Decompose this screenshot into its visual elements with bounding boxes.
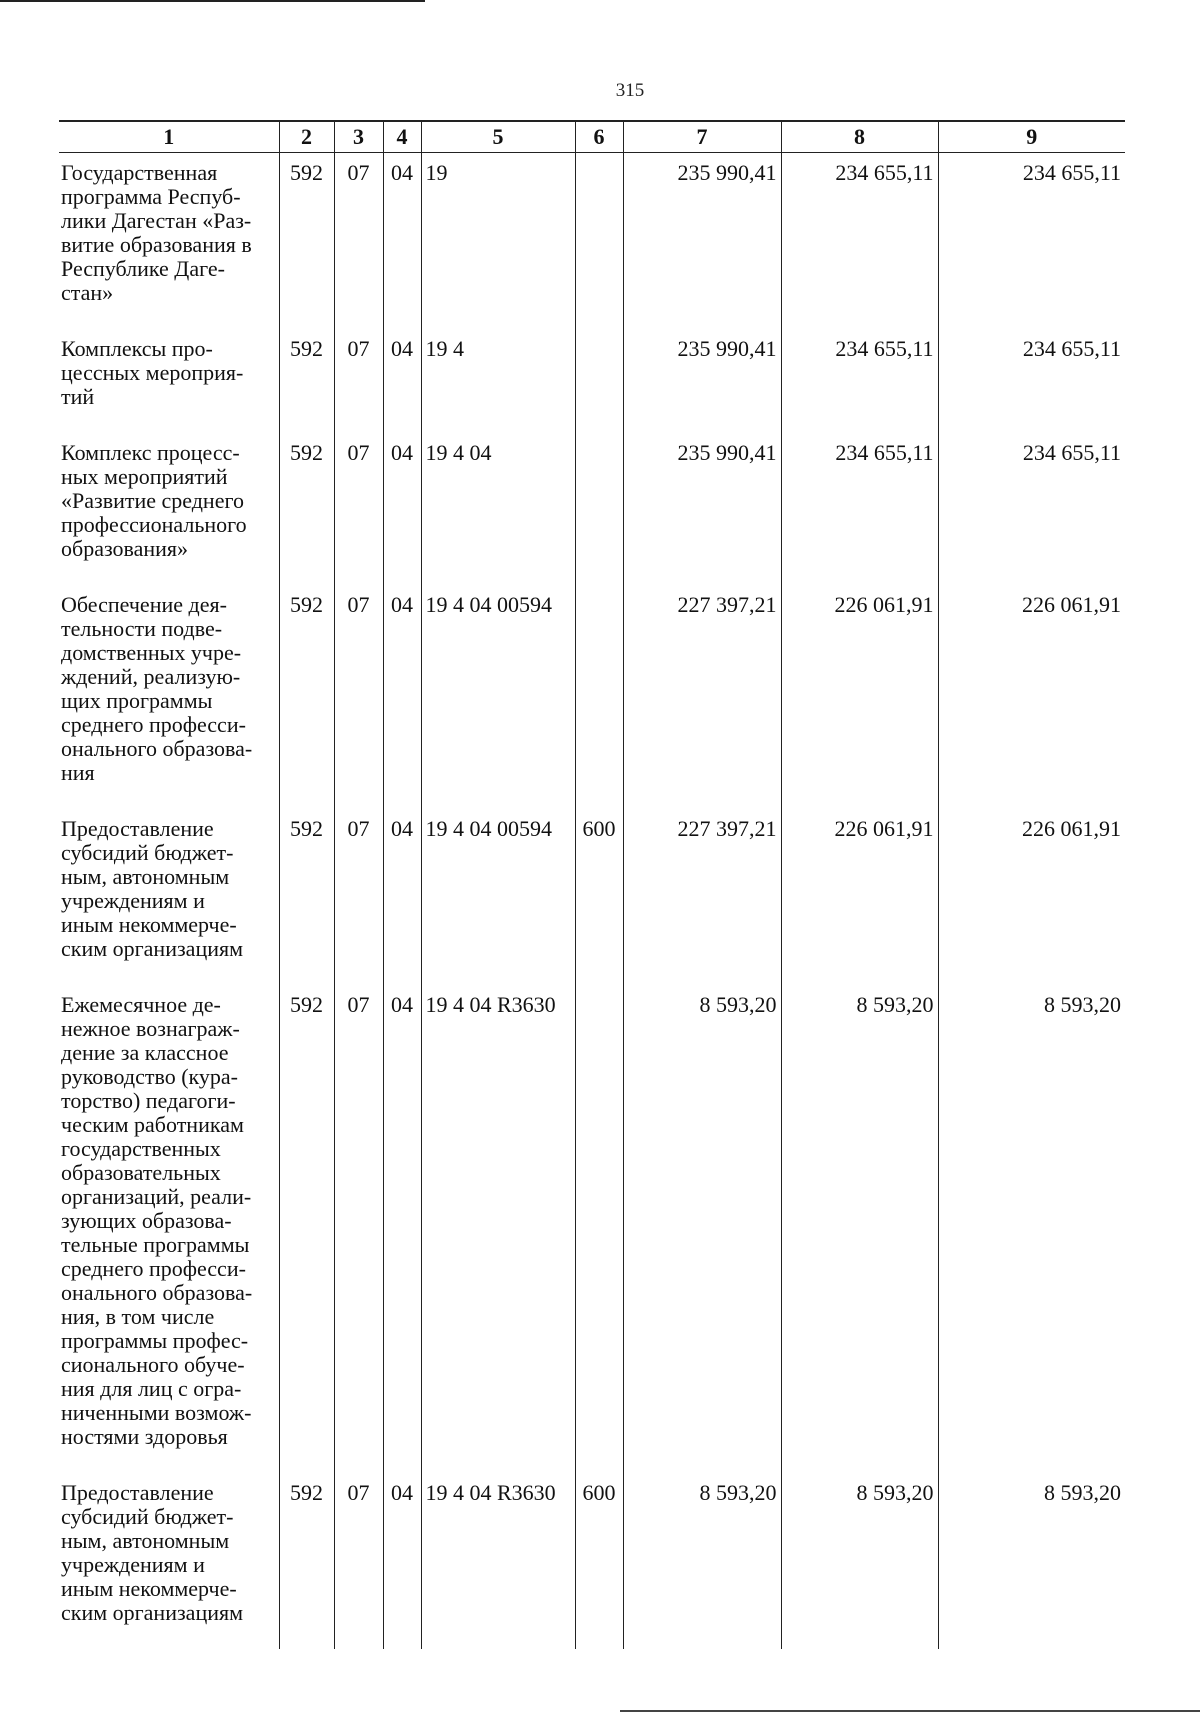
row-name-cell xyxy=(59,585,279,809)
expense-type-cell xyxy=(575,329,623,433)
row-name-cell xyxy=(59,153,279,330)
subsection-cell: 04 xyxy=(383,1473,421,1649)
header-cell: 2 xyxy=(279,121,334,153)
row-name-cell xyxy=(59,985,279,1473)
amount-col9-cell: 8 593,20 xyxy=(938,985,1125,1473)
table-row xyxy=(59,985,1125,1473)
section-cell: 07 xyxy=(334,433,383,585)
amount-col8-cell: 234 655,11 xyxy=(781,153,938,330)
header-cell: 4 xyxy=(383,121,421,153)
header-cell: 6 xyxy=(575,121,623,153)
page-number: 315 xyxy=(615,80,645,101)
header-row xyxy=(59,121,1125,153)
subsection-cell: 04 xyxy=(383,433,421,585)
target-article-cell: 19 4 04 R3630 xyxy=(421,985,575,1473)
expense-type-cell: 600 xyxy=(575,809,623,985)
header-cell: 1 xyxy=(59,121,279,153)
amount-col9-cell: 234 655,11 xyxy=(938,433,1125,585)
amount-col7-cell: 235 990,41 xyxy=(623,153,781,330)
section-cell: 07 xyxy=(334,1473,383,1649)
row-name: Обеспечение дея- тельности подве- домственных учре- ждений, реализую- щих программы среднего професси- онального образова- ния xyxy=(61,592,253,785)
top-rule xyxy=(0,0,425,2)
amount-col9-cell: 8 593,20 xyxy=(938,1473,1125,1649)
amount-col8-cell: 226 061,91 xyxy=(781,809,938,985)
subsection-cell: 04 xyxy=(383,985,421,1473)
row-name-cell xyxy=(59,809,279,985)
subsection-cell: 04 xyxy=(383,809,421,985)
grbs-cell: 592 xyxy=(279,329,334,433)
grbs-cell: 592 xyxy=(279,809,334,985)
target-article-cell: 19 4 04 R3630 xyxy=(421,1473,575,1649)
amount-col7-cell: 235 990,41 xyxy=(623,329,781,433)
amount-col8-cell: 8 593,20 xyxy=(781,985,938,1473)
bottom-rule xyxy=(620,1710,1200,1712)
target-article-cell: 19 4 04 00594 xyxy=(421,809,575,985)
table-row xyxy=(59,585,1125,809)
expense-type-cell xyxy=(575,433,623,585)
amount-col9-cell: 226 061,91 xyxy=(938,585,1125,809)
grbs-cell: 592 xyxy=(279,585,334,809)
grbs-cell: 592 xyxy=(279,433,334,585)
row-name-cell xyxy=(59,1473,279,1649)
expense-type-cell xyxy=(575,585,623,809)
amount-col7-cell: 227 397,21 xyxy=(623,585,781,809)
table-row xyxy=(59,433,1125,585)
section-cell: 07 xyxy=(334,153,383,330)
amount-col9-cell: 234 655,11 xyxy=(938,329,1125,433)
row-name: Комплексы про- цессных мероприя- тий xyxy=(61,336,244,409)
expense-type-cell xyxy=(575,153,623,330)
subsection-cell: 04 xyxy=(383,329,421,433)
section-cell: 07 xyxy=(334,809,383,985)
amount-col9-cell: 234 655,11 xyxy=(938,153,1125,330)
row-name: Государственная программа Респуб- лики Дагестан «Раз- витие образования в Республике Даге- стан» xyxy=(61,160,252,305)
subsection-cell: 04 xyxy=(383,153,421,330)
expense-type-cell xyxy=(575,985,623,1473)
amount-col9-cell: 226 061,91 xyxy=(938,809,1125,985)
header-cell: 9 xyxy=(938,121,1125,153)
grbs-cell: 592 xyxy=(279,1473,334,1649)
amount-col7-cell: 8 593,20 xyxy=(623,1473,781,1649)
table-row xyxy=(59,809,1125,985)
row-name-cell xyxy=(59,433,279,585)
table-row xyxy=(59,153,1125,330)
table-row xyxy=(59,1473,1125,1649)
header-cell: 7 xyxy=(623,121,781,153)
amount-col8-cell: 234 655,11 xyxy=(781,329,938,433)
expense-type-cell: 600 xyxy=(575,1473,623,1649)
amount-col7-cell: 8 593,20 xyxy=(623,985,781,1473)
section-cell: 07 xyxy=(334,985,383,1473)
subsection-cell: 04 xyxy=(383,585,421,809)
grbs-cell: 592 xyxy=(279,153,334,330)
header-cell: 5 xyxy=(421,121,575,153)
section-cell: 07 xyxy=(334,585,383,809)
section-cell: 07 xyxy=(334,329,383,433)
amount-col7-cell: 227 397,21 xyxy=(623,809,781,985)
amount-col7-cell: 235 990,41 xyxy=(623,433,781,585)
row-name: Предоставление субсидий бюджет- ным, автономным учреждениям и иным некоммерче- ским организациям xyxy=(61,1480,244,1625)
table-row xyxy=(59,329,1125,433)
row-name: Комплекс процесс- ных мероприятий «Развитие среднего профессионального образования» xyxy=(61,440,247,561)
amount-col8-cell: 8 593,20 xyxy=(781,1473,938,1649)
target-article-cell: 19 4 xyxy=(421,329,575,433)
target-article-cell: 19 4 04 00594 xyxy=(421,585,575,809)
amount-col8-cell: 226 061,91 xyxy=(781,585,938,809)
grbs-cell: 592 xyxy=(279,985,334,1473)
target-article-cell: 19 xyxy=(421,153,575,330)
target-article-cell: 19 4 04 xyxy=(421,433,575,585)
header-cell: 3 xyxy=(334,121,383,153)
row-name: Ежемесячное де- нежное вознаграж- дение за классное руководство (кура- торство) педагоги- ческим работникам государственных образовательных организаций, реали- зующих образова- тельные программы среднего професси- онального образова- ния, в том числе программы профес- сионального обуче- ния для лиц с огра- ниченными возмож- ностями здоровья xyxy=(61,992,253,1449)
budget-table xyxy=(59,120,1125,1649)
header-cell: 8 xyxy=(781,121,938,153)
amount-col8-cell: 234 655,11 xyxy=(781,433,938,585)
row-name-cell xyxy=(59,329,279,433)
row-name: Предоставление субсидий бюджет- ным, автономным учреждениям и иным некоммерче- ским организациям xyxy=(61,816,244,961)
